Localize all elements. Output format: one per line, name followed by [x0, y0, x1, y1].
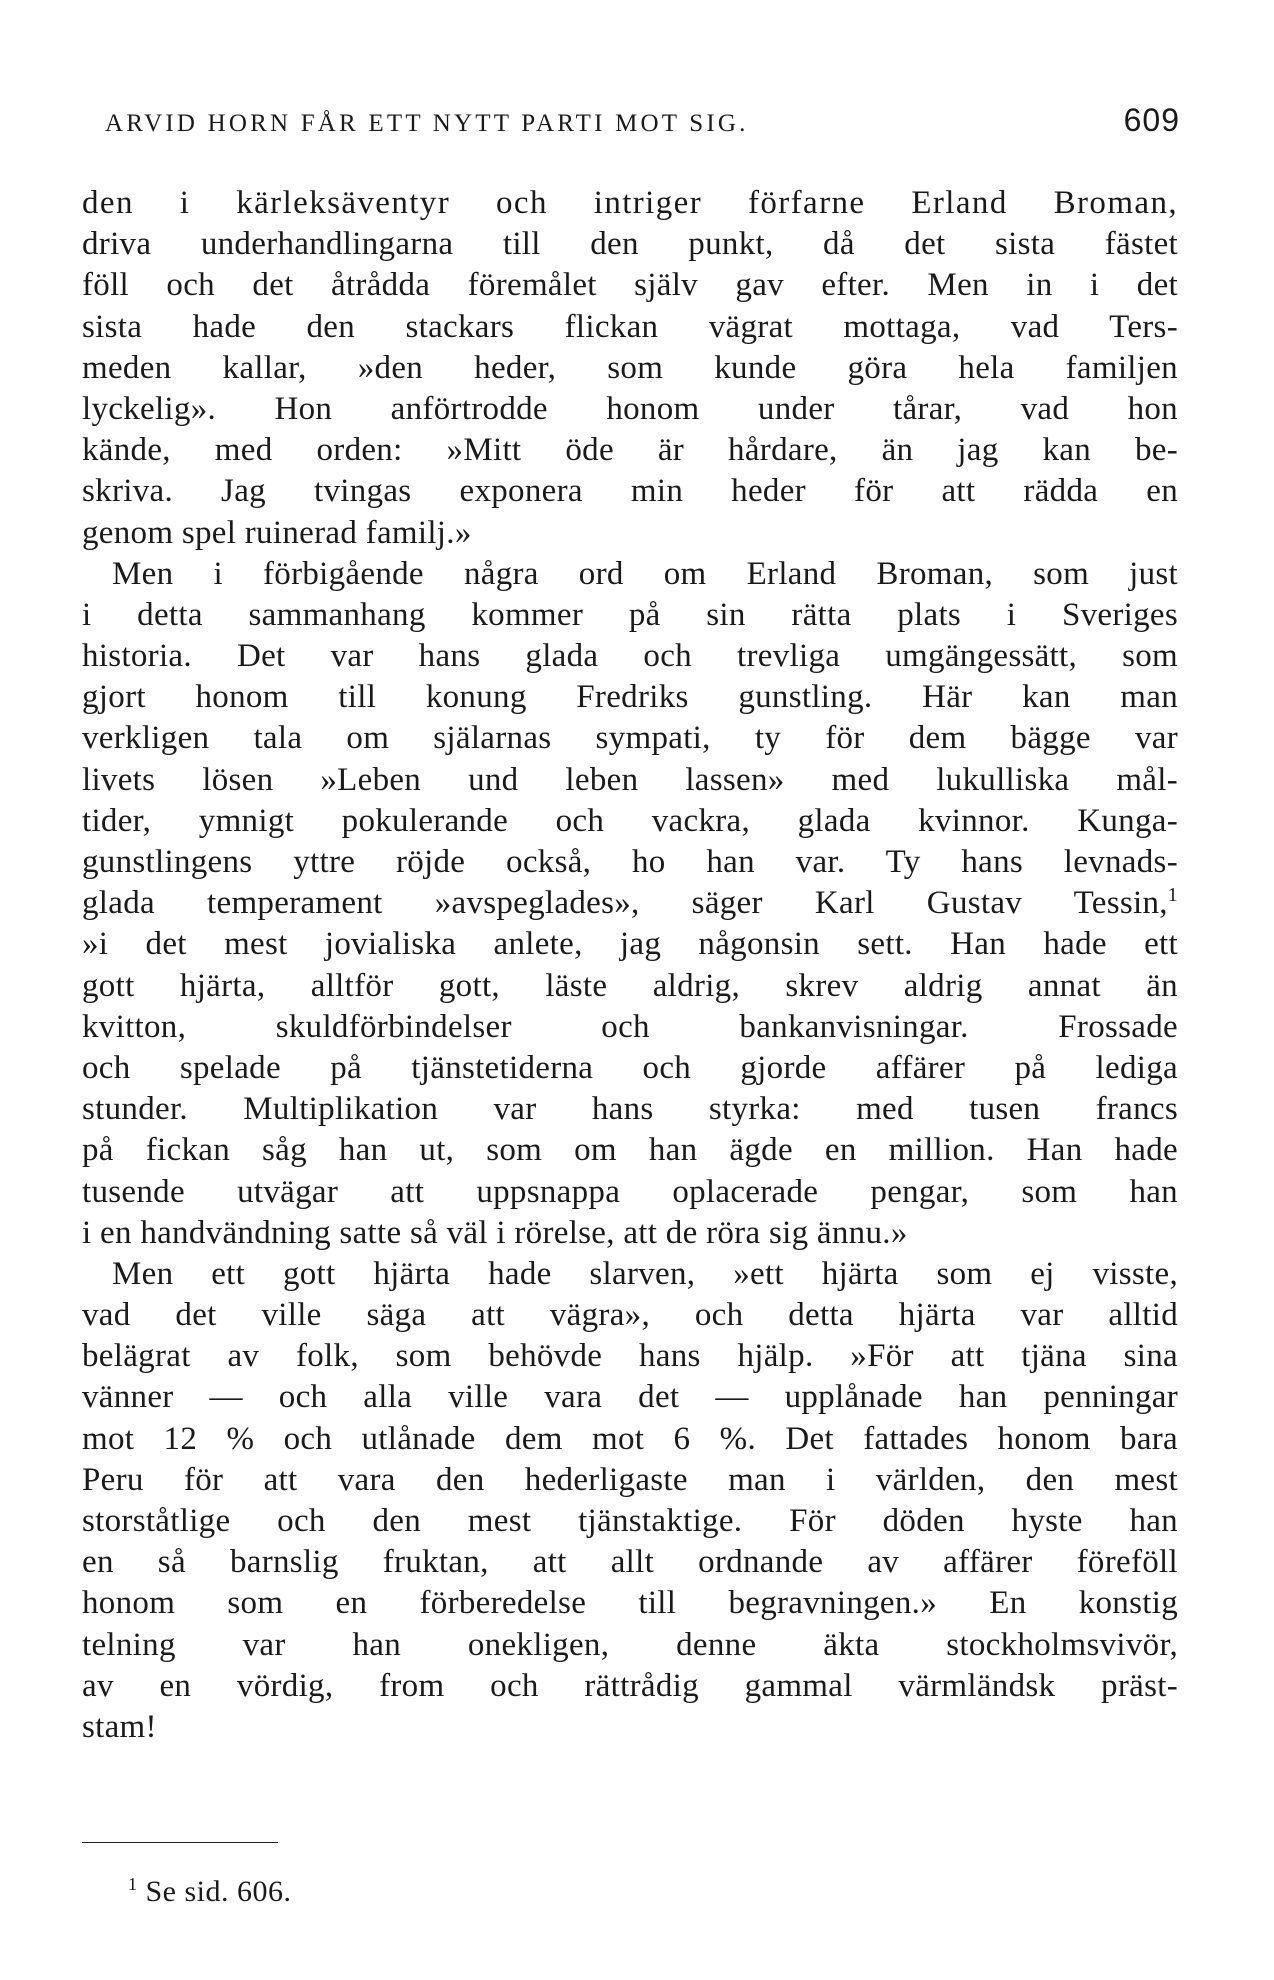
text-line: »i det mest jovialiska anlete, jag någonsin sett. Han hade ett — [82, 926, 1178, 963]
text-line: belägrat av folk, som behövde hans hjälp. »För att tjäna sina — [82, 1338, 1178, 1375]
text-line: Peru för att vara den hederligaste man i världen, den mest — [82, 1461, 1178, 1498]
text-line: föll och det åtrådda föremålet själv gav efter. Men in i det — [82, 267, 1178, 304]
text-line: glada temperament »avspeglades», säger Karl Gustav Tessin, — [82, 885, 1168, 922]
text-line: i en handvändning satte så väl i rörelse, att de röra sig ännu.» — [82, 1214, 908, 1251]
text-line: stam! — [82, 1708, 157, 1745]
text-line: vad det ville säga att vägra», och detta hjärta var alltid — [82, 1297, 1178, 1334]
text-line: stunder. Multiplikation var hans styrka: med tusen francs — [82, 1091, 1178, 1128]
text-line: storståtlige och den mest tjänstaktige. För döden hyste han — [82, 1503, 1178, 1539]
text-line: Men ett gott hjärta hade slarven, »ett hjärta som ej visste, — [112, 1255, 1178, 1292]
text-line: lyckelig». Hon anförtrodde honom under tårar, vad hon — [82, 390, 1178, 427]
text-line: skriva. Jag tvingas exponera min heder för att rädda en — [82, 473, 1178, 510]
text-line: av en vördig, from och rättrådig gammal värmländsk präst- — [82, 1667, 1178, 1704]
text-line: livets lösen »Leben und leben lassen» med lukulliska mål- — [82, 761, 1178, 798]
text-line: kvitton, skuldförbindelser och bankanvisningar. Frossade — [82, 1008, 1178, 1045]
text-line: och spelade på tjänstetiderna och gjorde affärer på lediga — [82, 1049, 1178, 1086]
text-line: gunstlingens yttre röjde också, ho han var. Ty hans levnads- — [82, 844, 1178, 880]
footnote-reference: 1 — [1167, 884, 1178, 907]
text-line: gjort honom till konung Fredriks gunstling. Här kan man — [82, 679, 1178, 716]
text-line: den i kärleksäventyr och intriger förfarne Erland Broman, — [82, 185, 1178, 221]
running-head: ARVID HORN FÅR ETT NYTT PARTI MOT SIG. — [105, 110, 749, 137]
text-line: verkligen tala om själarnas sympati, ty för dem bägge var — [82, 720, 1178, 757]
text-line: historia. Det var hans glada och trevliga umgängessätt, som — [82, 638, 1178, 675]
footnote-marker: 1 — [128, 1874, 138, 1895]
text-line: på fickan såg han ut, som om han ägde en million. Han hade — [82, 1132, 1178, 1169]
body-text — [82, 183, 1178, 1748]
footnote-divider — [82, 1842, 278, 1843]
text-line: en så barnslig fruktan, att allt ordnande av affärer föreföll — [82, 1544, 1178, 1581]
page-header — [105, 98, 1180, 148]
text-line: meden kallar, »den heder, som kunde göra hela familjen — [82, 349, 1178, 386]
footnote-text: Se sid. 606. — [145, 1875, 292, 1908]
text-line: gott hjärta, alltför gott, läste aldrig, skrev aldrig annat än — [82, 967, 1178, 1004]
text-line-with-footnote — [82, 883, 1178, 924]
text-line: telning var han onekligen, denne äkta stockholmsvivör, — [82, 1626, 1178, 1663]
text-line: driva underhandlingarna till den punkt, då det sista fästet — [82, 226, 1178, 263]
text-line: tider, ymnigt pokulerande och vackra, glada kvinnor. Kunga- — [82, 802, 1178, 839]
text-line: honom som en förberedelse till begravningen.» En konstig — [82, 1585, 1178, 1622]
text-line: sista hade den stackars flickan vägrat mottaga, vad Ters- — [82, 308, 1178, 345]
text-line: tusende utvägar att uppsnappa oplacerade pengar, som han — [82, 1173, 1178, 1210]
text-line: Men i förbigående några ord om Erland Broman, som just — [112, 555, 1178, 592]
text-line: i detta sammanhang kommer på sin rätta plats i Sveriges — [82, 596, 1178, 633]
footnote — [128, 1875, 292, 1909]
text-line: genom spel ruinerad familj.» — [82, 514, 472, 551]
text-line: vänner — och alla ville vara det — upplånade han penningar — [82, 1379, 1178, 1416]
text-line: mot 12 % och utlånade dem mot 6 %. Det fattades honom bara — [82, 1420, 1178, 1457]
page-number: 609 — [1123, 102, 1180, 138]
text-line: kände, med orden: »Mitt öde är hårdare, än jag kan be- — [82, 432, 1178, 469]
